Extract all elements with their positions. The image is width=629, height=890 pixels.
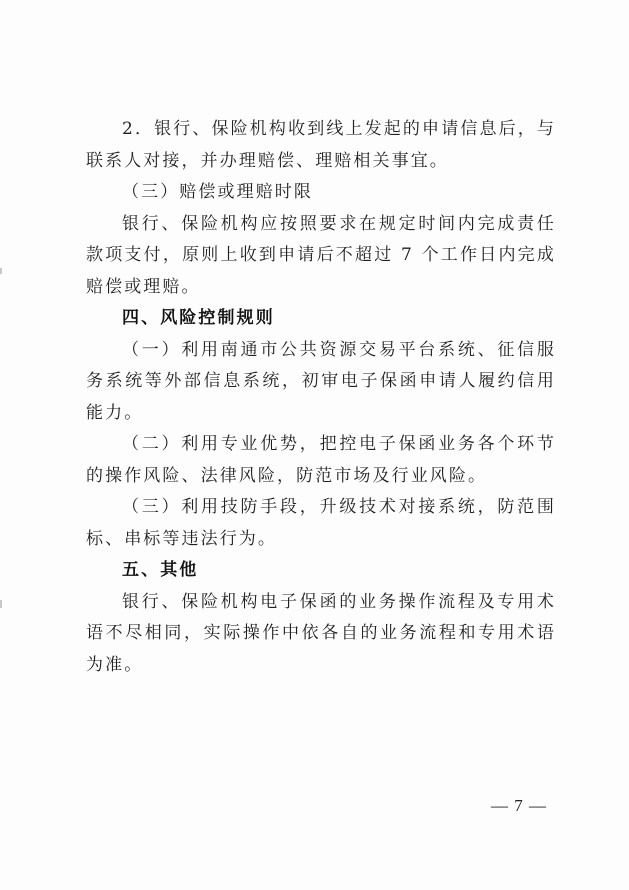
paragraph-other: 银行、保险机构电子保函的业务操作流程及专用术语不尽相同，实际操作中依各自的业务流程和专用术语为准。 — [86, 591, 556, 675]
heading-other: 五、其他 — [122, 560, 199, 580]
paragraph-risk-rule-1: （一）利用南通市公共资源交易平台系统、征信服务系统等外部信息系统，初审电子保函申请人履约信用能力。 — [86, 339, 556, 423]
paragraph-payment-deadline: 银行、保险机构应按照要求在规定时间内完成责任款项支付，原则上收到申请后不超过 7 个工作日内完成赔偿或理赔。 — [86, 213, 556, 297]
heading-risk-control-rules: 四、风险控制规则 — [122, 308, 275, 328]
page-number: — 7 — — [491, 796, 547, 815]
paragraph-bank-processing: 2．银行、保险机构收到线上发起的申请信息后，与联系人对接，并办理赔偿、理赔相关事宜。 — [86, 119, 556, 171]
document-body — [86, 114, 556, 681]
subheading-compensation-time-limit: （三）赔偿或理赔时限 — [122, 182, 313, 202]
scan-edge-mark — [0, 268, 2, 274]
paragraph-risk-rule-3: （三）利用技防手段，升级技术对接系统，防范围标、串标等违法行为。 — [86, 497, 556, 549]
scan-edge-mark — [0, 600, 2, 608]
paragraph-risk-rule-2: （二）利用专业优势，把控电子保函业务各个环节的操作风险、法律风险，防范市场及行业风险。 — [86, 434, 556, 486]
